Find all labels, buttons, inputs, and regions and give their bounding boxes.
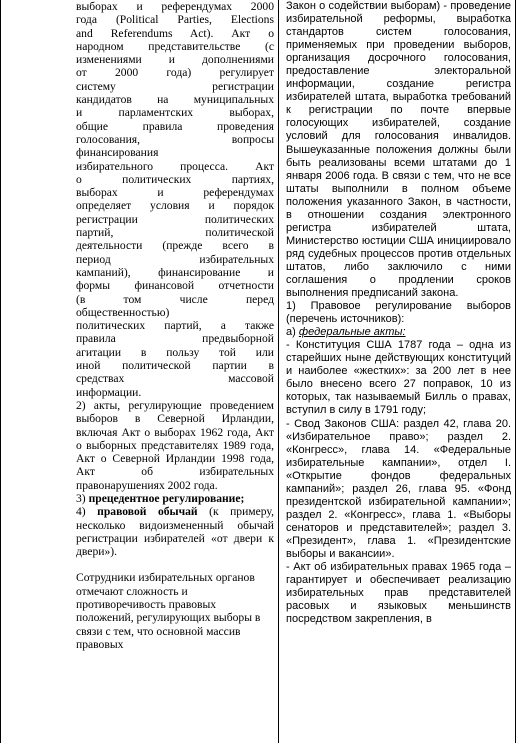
voting-rights-act-paragraph: - Акт об избирательных правах 1965 года – гарантирует и обеспечивает реализацию избирательных прав представителей расовых и языковых меньшинств посредством закрепления, в [286, 561, 511, 626]
left-paragraph-line: информации. [76, 385, 142, 399]
left-paragraph-line: (в том числе перед [76, 292, 274, 306]
item-4-title: правовой обычай [97, 505, 198, 519]
item-a-label: федеральные акты: [298, 326, 406, 339]
left-paragraph-line: кандидатов на муниципальных [76, 93, 274, 107]
right-intro-paragraph: Закон о содействии выборам) - проведение избирательной реформы, выработка стандартов систем голосования, применяемых при проведении выборов, организация досрочного голосования, предоставление электоральной информации, создание регистра избирателей штата, выработка требований к регистрации по почте впервые голосующих избирателей, создание условий для голосования инвалидов. Вышеуказанные положения должны были быть реализованы всеми штатами до 1 января 2006 года. В связи с тем, что не все штаты выполнили в полном объеме положения указанного Закон, в частности, в отношении создания электронного регистра избирателей штата, Министерство юстиции США инициировало ряд судебных процессов против отдельных штатов, либо заключило с ними соглашения о продлении сроков выполнения предписаний закона. [286, 0, 511, 300]
left-paragraph-line: партий, политической [76, 226, 274, 240]
right-item-1: 1) Правовое регулирование выборов (перечень источников): [286, 300, 511, 326]
left-paragraph-line: голосования, вопросы [76, 132, 274, 146]
left-paragraph-line: избирательного процесса. Акт [76, 159, 274, 173]
item-3-number: 3) [76, 491, 86, 505]
item-4-number: 4) [76, 505, 86, 519]
left-paragraph-line: кампаний), финансирование и [76, 265, 274, 279]
left-paragraph [76, 0, 274, 399]
constitution-paragraph: - Конституция США 1787 года – одна из старейших ныне действующих конституций и наиболее «жестких»: за 200 лет в нее было внесено всего 27 поправок, 10 из которых, так называемый Билль о правах, вступил в силу в 1791 году; [286, 339, 511, 417]
item-4-text: (к примеру, несколько видоизмененный обычай регистрации избирателей «от двери к двери»). [76, 505, 274, 559]
left-paragraph-line: и парламентских выборах, [76, 106, 274, 120]
left-paragraph-line: and Referendums Act). Акт о [76, 26, 274, 40]
left-column-text [1, 0, 278, 651]
left-paragraph-line: период избирательных [76, 252, 274, 266]
left-paragraph-line: систему регистрации [76, 79, 274, 93]
item-a-prefix: а) [286, 326, 299, 339]
left-paragraph-line: определяет условия и порядок [76, 199, 274, 213]
left-paragraph-line: иной политической партии в [76, 359, 274, 373]
left-paragraph-line: народном представительстве (с [76, 39, 274, 53]
left-paragraph-line: о политических партиях, [76, 172, 274, 186]
left-paragraph-line: средствах массовой [76, 372, 274, 386]
left-item-3 [76, 492, 274, 505]
left-paragraph-line: формы финансовой отчетности [76, 279, 274, 293]
left-paragraph-line: от 2000 года) регулирует [76, 66, 274, 80]
paragraph-gap [76, 558, 274, 571]
left-paragraph-line: выборах и референдумах [76, 186, 274, 200]
us-code-paragraph: - Свод Законов США: раздел 42, глава 20. «Избирательное право»; раздел 2. «Конгресс», глава 14. «Федеральные избирательные кампании», отдел I. «Открытие фондов федеральных кампаний»; раздел 26, глава 95. «Фонд президентской избирательной кампании»; раздел 2. «Конгресс», глава 1. «Выборы сенаторов и представителей»; раздел 3. «Президент», глава 1. «Президентские выборы и вакансии». [286, 417, 511, 560]
right-column [278, 0, 516, 743]
left-paragraph-line: деятельности (прежде всего в [76, 239, 274, 253]
left-paragraph-line: выборах и референдумах 2000 [76, 0, 274, 13]
left-item-4 [76, 505, 274, 558]
left-last-paragraph: Сотрудники избирательных органов отмечают сложность и противоречивость правовых положений, регулирующих выборы в связи с тем, что основной массив правовых [76, 571, 261, 651]
left-paragraph-line: политических партий, а также [76, 319, 274, 333]
left-item-2: 2) акты, регулирующие проведением выборов в Северной Ирландии, включая Акт о выборах 1962 года, Акт о выборных представителях 1989 года, Акт о Северной Ирландии 1998 года, Акт об избирательных правонарушениях 2002 года. [76, 398, 274, 492]
left-paragraph-line: общие правила проведения [76, 119, 274, 133]
left-paragraph-line: общественностью) [76, 305, 170, 319]
left-paragraph-line: регистрации политических [76, 212, 274, 226]
right-column-text [278, 0, 515, 626]
left-paragraph-line: финансирования [76, 146, 159, 160]
left-paragraph-line: агитации в пользу той или [76, 345, 274, 359]
left-paragraph-line: правила предвыборной [76, 332, 274, 346]
left-paragraph-line: изменениями и дополнениями [76, 53, 274, 67]
item-3-title: прецедентное регулирование; [88, 491, 245, 505]
left-paragraph-line: года (Political Parties, Elections [76, 13, 274, 27]
right-item-a [286, 326, 511, 339]
